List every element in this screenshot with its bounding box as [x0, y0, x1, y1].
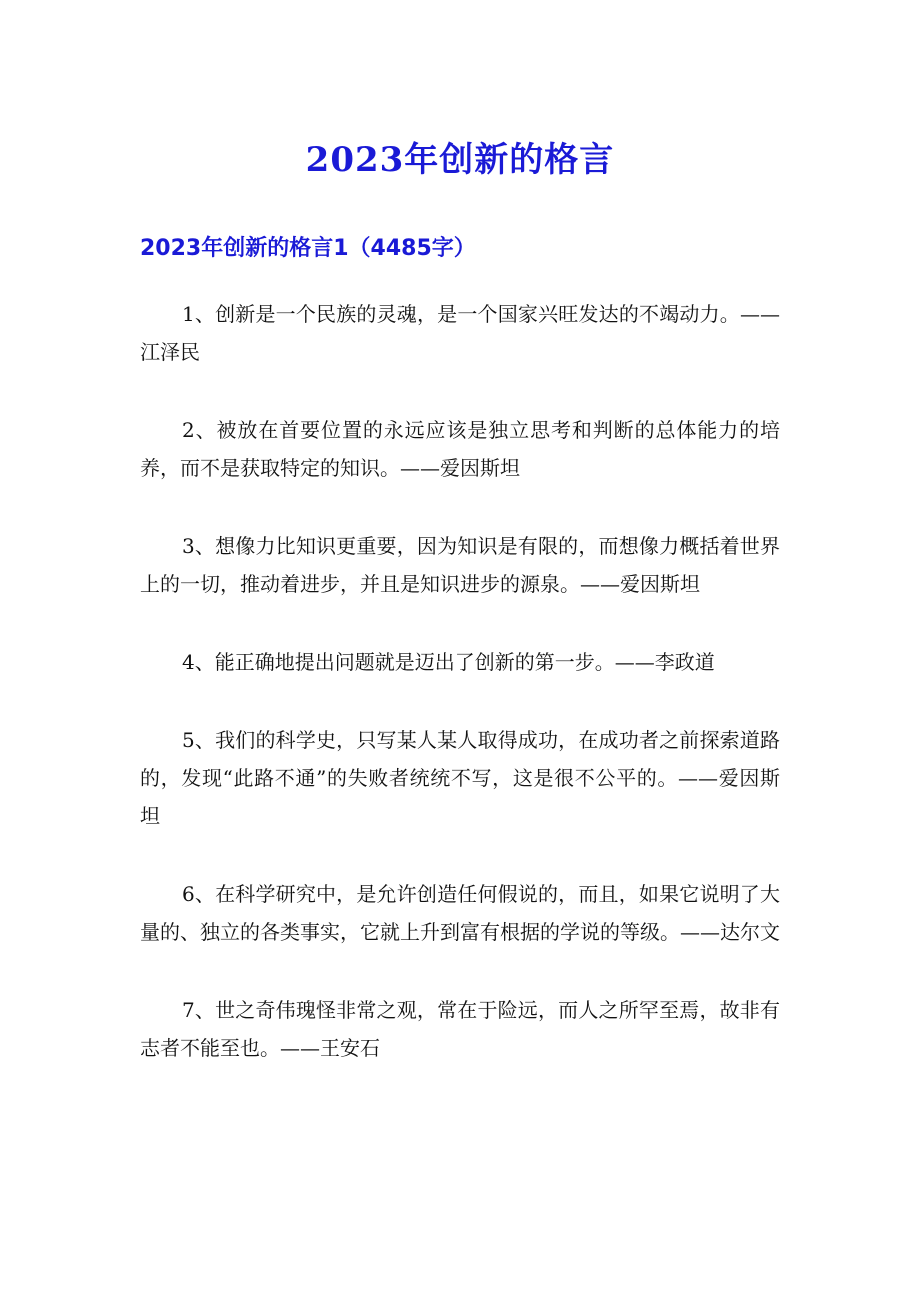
quote-paragraph — [140, 411, 780, 487]
quote-item — [140, 991, 780, 1067]
quote-attribution: ——爱因斯坦 — [140, 766, 781, 828]
quote-text: 5、我们的科学史，只写某人某人取得成功，在成功者之前探索道路的，发现“此路不通”的失败者统统不写，这是很不公平的。 — [140, 728, 780, 790]
section-heading: 2023年创新的格言1（4485字） — [140, 236, 476, 261]
quote-attribution: ——王安石 — [280, 1036, 380, 1060]
quote-attribution: ——爱因斯坦 — [400, 456, 520, 480]
quote-text: 6、在科学研究中，是允许创造任何假说的，而且，如果它说明了大量的、独立的各类事实，它就上升到富有根据的学说的等级。 — [140, 882, 780, 944]
quote-item — [140, 875, 780, 951]
quote-item — [140, 295, 780, 371]
quote-attribution: ——江泽民 — [140, 302, 780, 364]
quote-paragraph — [140, 991, 780, 1067]
quote-paragraph — [140, 721, 780, 835]
quote-item — [140, 721, 780, 835]
quote-text: 4、能正确地提出问题就是迈出了创新的第一步。 — [182, 650, 615, 674]
quote-paragraph — [140, 527, 780, 603]
quote-attribution: ——达尔文 — [680, 920, 780, 944]
quote-item — [140, 527, 780, 603]
quote-text: 3、想像力比知识更重要，因为知识是有限的，而想像力概括着世界上的一切，推动着进步，并且是知识进步的源泉。 — [140, 534, 780, 596]
quote-item — [140, 643, 780, 681]
quote-paragraph — [140, 875, 780, 951]
quote-list — [140, 295, 780, 1107]
quote-text: 2、被放在首要位置的永远应该是独立思考和判断的总体能力的培养，而不是获取特定的知识。 — [140, 418, 780, 480]
quote-text: 7、世之奇伟瑰怪非常之观，常在于险远，而人之所罕至焉，故非有志者不能至也。 — [140, 998, 780, 1060]
page-title: 2023年创新的格言 — [305, 140, 615, 180]
quote-paragraph — [140, 643, 780, 681]
quote-item — [140, 411, 780, 487]
quote-attribution: ——李政道 — [614, 650, 715, 674]
quote-attribution: ——爱因斯坦 — [580, 572, 700, 596]
quote-paragraph — [140, 295, 780, 371]
quote-text: 1、创新是一个民族的灵魂，是一个国家兴旺发达的不竭动力。 — [182, 302, 740, 326]
